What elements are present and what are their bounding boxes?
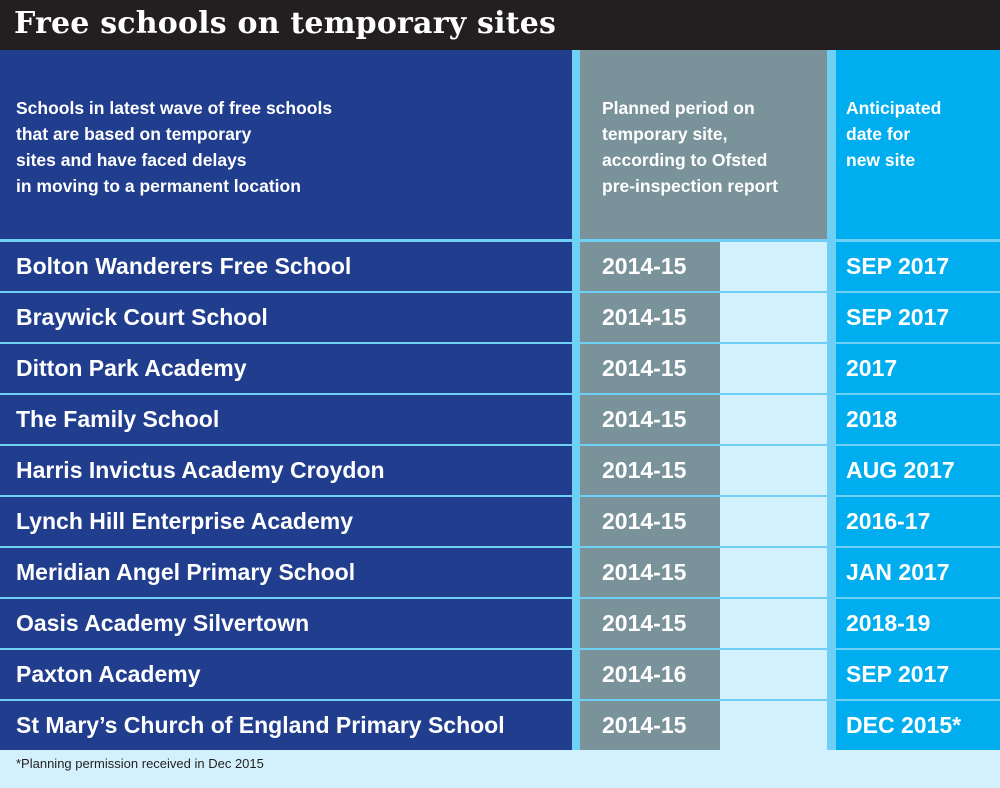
header-school-label: Schools in latest wave of free schools that are based on temporary sites and have faced delays in moving to a permanent location — [16, 98, 333, 196]
school-name: Lynch Hill Enterprise Academy — [0, 497, 572, 546]
anticipated-date: SEP 2017 — [836, 242, 1000, 291]
table-row — [0, 344, 1000, 393]
header-anticipated-date-label: Anticipated date for new site — [846, 98, 942, 170]
table-row — [0, 497, 1000, 546]
footnote: *Planning permission received in Dec 2015 — [16, 756, 264, 771]
cell-spacer — [720, 344, 827, 393]
school-name: St Mary’s Church of England Primary School — [0, 701, 572, 750]
planned-period: 2014-16 — [580, 650, 720, 699]
school-name: Oasis Academy Silvertown — [0, 599, 572, 648]
planned-period: 2014-15 — [580, 293, 720, 342]
school-name: Braywick Court School — [0, 293, 572, 342]
planned-period: 2014-15 — [580, 701, 720, 750]
school-name: Harris Invictus Academy Croydon — [0, 446, 572, 495]
table — [0, 50, 1000, 750]
table-row — [0, 599, 1000, 648]
planned-period: 2014-15 — [580, 599, 720, 648]
cell-spacer — [720, 548, 827, 597]
planned-period: 2014-15 — [580, 242, 720, 291]
anticipated-date: SEP 2017 — [836, 293, 1000, 342]
table-row — [0, 293, 1000, 342]
cell-spacer — [720, 446, 827, 495]
anticipated-date: 2016-17 — [836, 497, 1000, 546]
planned-period: 2014-15 — [580, 497, 720, 546]
anticipated-date: 2018-19 — [836, 599, 1000, 648]
planned-period: 2014-15 — [580, 344, 720, 393]
anticipated-date: JAN 2017 — [836, 548, 1000, 597]
cell-spacer — [720, 242, 827, 291]
anticipated-date: AUG 2017 — [836, 446, 1000, 495]
header-planned-period-label: Planned period on temporary site, according to Ofsted pre-inspection report — [602, 98, 778, 196]
school-name: Ditton Park Academy — [0, 344, 572, 393]
school-name: Meridian Angel Primary School — [0, 548, 572, 597]
school-name: Paxton Academy — [0, 650, 572, 699]
cell-spacer — [720, 497, 827, 546]
header-planned-period — [580, 50, 827, 239]
planned-period: 2014-15 — [580, 446, 720, 495]
anticipated-date: 2017 — [836, 344, 1000, 393]
table-row — [0, 701, 1000, 750]
cell-spacer — [720, 395, 827, 444]
cell-spacer — [720, 650, 827, 699]
cell-spacer — [720, 293, 827, 342]
table-row — [0, 395, 1000, 444]
school-name: The Family School — [0, 395, 572, 444]
table-row — [0, 650, 1000, 699]
table-title: Free schools on temporary sites — [14, 6, 557, 41]
anticipated-date: SEP 2017 — [836, 650, 1000, 699]
table-row — [0, 242, 1000, 291]
header-school — [0, 50, 572, 239]
school-name: Bolton Wanderers Free School — [0, 242, 572, 291]
planned-period: 2014-15 — [580, 548, 720, 597]
table-row — [0, 446, 1000, 495]
anticipated-date: 2018 — [836, 395, 1000, 444]
header-anticipated-date — [836, 50, 1000, 239]
table-row — [0, 548, 1000, 597]
title-bar — [0, 0, 1000, 50]
cell-spacer — [720, 599, 827, 648]
anticipated-date: DEC 2015* — [836, 701, 1000, 750]
cell-spacer — [720, 701, 827, 750]
planned-period: 2014-15 — [580, 395, 720, 444]
